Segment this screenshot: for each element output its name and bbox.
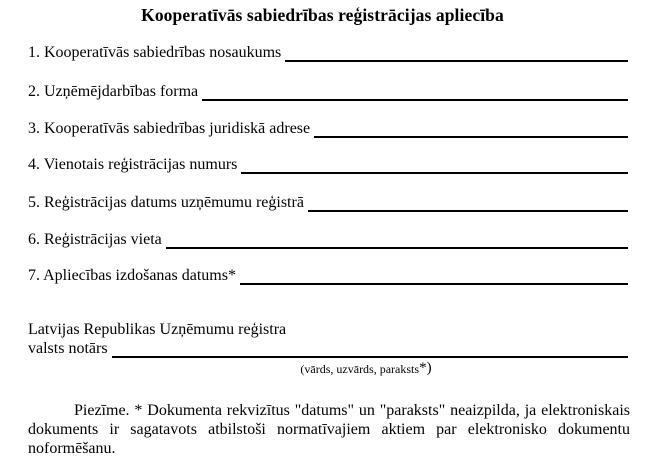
signature-caption xyxy=(276,360,456,377)
fill-in-line xyxy=(314,123,628,138)
field-label: 6. Reģistrācijas vieta xyxy=(28,231,162,248)
fill-in-line xyxy=(308,197,628,212)
field-registration-number xyxy=(28,156,628,174)
signature-caption-mark: *) xyxy=(419,360,432,376)
field-registration-place xyxy=(28,231,628,249)
notary-heading: Latvijas Republikas Uzņēmumu reģistra xyxy=(28,321,287,338)
field-registration-date xyxy=(28,194,628,212)
notary-label: valsts notārs xyxy=(28,340,108,357)
signature-caption-text: (vārds, uzvārds, paraksts xyxy=(300,362,420,376)
fill-in-line xyxy=(166,234,628,249)
document-title: Kooperatīvās sabiedrības reģistrācijas apliecība xyxy=(141,5,504,25)
fill-in-line xyxy=(240,270,628,285)
field-label: 4. Vienotais reģistrācijas numurs xyxy=(28,156,238,173)
signature-line xyxy=(112,343,628,358)
fill-in-line xyxy=(285,47,628,62)
field-label: 3. Kooperatīvās sabiedrības juridiskā adrese xyxy=(28,120,311,137)
field-label: 1. Kooperatīvās sabiedrības nosaukums xyxy=(28,44,282,61)
fill-in-line xyxy=(241,159,628,174)
footnote-text: Piezīme. * Dokumenta rekvizītus "datums" un "paraksts" neaizpilda, ja elektroniskais dokuments ir sagatavots atbilstoši normatīvajiem aktiem par elektronisko dokumentu noformēšanu. xyxy=(28,402,630,457)
fill-in-line xyxy=(202,86,628,101)
field-business-form xyxy=(28,83,628,101)
field-cooperative-name xyxy=(28,44,628,62)
field-legal-address xyxy=(28,120,628,138)
field-label: 2. Uzņēmējdarbības forma xyxy=(28,83,199,100)
field-label: 5. Reģistrācijas datums uzņēmumu reģistrā xyxy=(28,194,304,211)
field-label: 7. Apliecības izdošanas datums* xyxy=(28,267,236,284)
field-issue-date xyxy=(28,267,628,285)
footnote xyxy=(28,401,630,458)
notary-signature-row xyxy=(28,340,628,358)
